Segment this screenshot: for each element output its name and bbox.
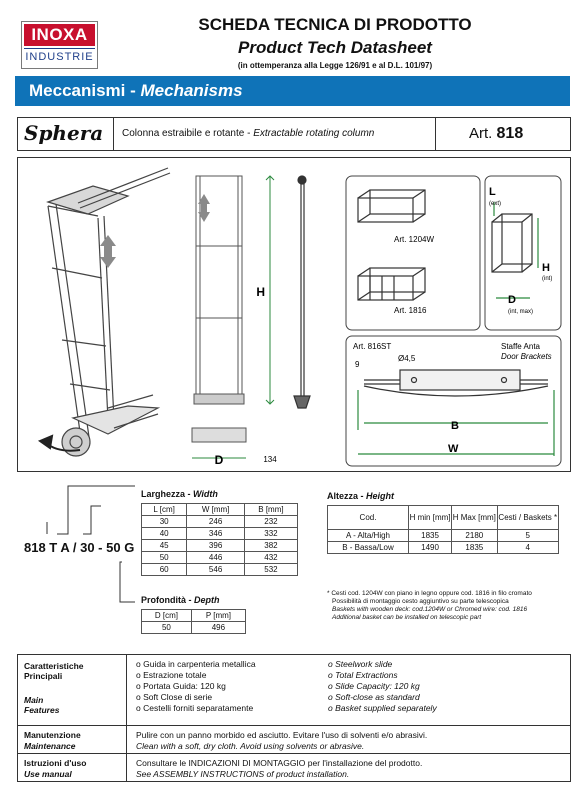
dim-134-label: 134 (263, 455, 277, 464)
width-header: B [mm] (244, 504, 297, 516)
order-code: 818 T A / 30 - 50 G (24, 540, 135, 555)
width-cell: 246 (187, 516, 245, 528)
maintenance-label (24, 730, 81, 752)
article-cell (437, 118, 569, 150)
use-manual-text-en: See ASSEMBLY INSTRUCTIONS of product installation. (136, 769, 350, 779)
dim-B-label: B (451, 420, 459, 432)
depth-cell: 50 (142, 622, 192, 634)
height-header: H Max [mm] (452, 506, 497, 530)
height-title-it: Altezza - (327, 491, 367, 501)
features-table (17, 654, 571, 782)
main-en-line-2: Features (24, 705, 60, 715)
footnote (327, 590, 567, 622)
cabinet-L-note: (ext) (489, 201, 501, 207)
maintenance-text-en: Clean with a soft, dry cloth. Avoid using solvents or abrasive. (136, 741, 365, 751)
depth-table-title (141, 595, 220, 605)
legal-note: (in ottemperanza alla Legge 126/91 e al D.L. 101/97) (237, 61, 433, 70)
width-cell: 332 (244, 528, 297, 540)
width-cell: 60 (142, 564, 187, 576)
section-label-en: Mechanisms (140, 81, 243, 100)
feature-item-en: o Soft-close as standard (328, 692, 420, 702)
depth-title-it: Profondità - (141, 595, 194, 605)
dim-9-label: 9 (355, 360, 360, 369)
cabinet-D-note: (int, max) (508, 309, 534, 315)
features-list-en (328, 659, 437, 714)
technical-drawing-frame (17, 157, 571, 472)
use-manual-text (136, 758, 422, 780)
width-table-title (141, 489, 218, 499)
section-bar (15, 76, 570, 106)
main-features-label-en (24, 695, 59, 715)
feature-item-en: o Total Extractions (328, 670, 398, 680)
width-cell: 232 (244, 516, 297, 528)
width-cell: 30 (142, 516, 187, 528)
width-cell: 432 (244, 552, 297, 564)
main-it-line-2: Principali (24, 671, 63, 681)
bracket-en-label: Door Brackets (501, 352, 552, 361)
feature-item-en: o Steelwork slide (328, 659, 393, 669)
feature-item-it: o Guida in carpenteria metallica (136, 659, 256, 669)
brand-cell (18, 118, 114, 150)
width-table (141, 503, 298, 576)
column-3d-view (48, 168, 170, 456)
width-cell: 446 (187, 552, 245, 564)
feature-item-en: o Basket supplied separately (328, 703, 437, 713)
features-divider (126, 655, 127, 781)
main-it-line-1: Caratteristiche (24, 661, 84, 671)
article-label: Art. (469, 125, 493, 142)
height-cell: 1835 (452, 542, 497, 554)
footnote-line-2: Possibilità di montaggio cesto aggiuntivo su parte telescopica (332, 598, 509, 605)
feature-item-it: o Cestelli forniti separatamente (136, 703, 254, 713)
cabinet-box (485, 176, 561, 330)
height-arrow-icon (100, 235, 116, 268)
footnote-line-4: Additional basket can be installed on telescopic part (332, 614, 482, 621)
dim-H-label: H (256, 285, 265, 299)
width-cell: 546 (187, 564, 245, 576)
depth-title-en: Depth (194, 595, 220, 605)
maintenance-row (18, 725, 570, 754)
article-number: 818 (496, 125, 524, 142)
width-cell: 40 (142, 528, 187, 540)
code-connector-lines (17, 476, 137, 646)
brand-logo: Sphera (24, 121, 104, 145)
width-title-it: Larghezza - (141, 489, 194, 499)
maintenance-label-it: Manutenzione (24, 730, 81, 740)
height-cell: 5 (497, 530, 558, 542)
technical-drawing (18, 158, 570, 471)
company-logo (21, 21, 98, 69)
depth-cell: 496 (191, 622, 245, 634)
footnote-line-3: Baskets with wooden deck: cod.1204W or Chromed wire: cod. 1816 (332, 606, 528, 613)
height-cell: 2180 (452, 530, 497, 542)
cabinet-L-label: L (489, 186, 496, 198)
height-cell: B - Bassa/Low (328, 542, 409, 554)
basket-1816-label: Art. 1816 (394, 306, 427, 315)
width-cell: 50 (142, 552, 187, 564)
feature-item-en: o Slide Capacity: 120 kg (328, 681, 420, 691)
depth-header: P [mm] (191, 610, 245, 622)
width-cell: 45 (142, 540, 187, 552)
description-it: Colonna estraibile e rotante - (122, 128, 254, 139)
footnote-line-1: * Cesti cod. 1204W con piano in legno oppure cod. 1816 in filo cromato (327, 590, 532, 597)
dim-D-label: D (214, 453, 224, 467)
depth-table (141, 609, 246, 634)
width-header: W [mm] (187, 504, 245, 516)
basket-1204w-label: Art. 1204W (394, 235, 435, 244)
width-title-en: Width (193, 489, 218, 499)
height-title-en: Height (366, 491, 395, 501)
cabinet-D-label: D (508, 294, 516, 306)
logo-top-text: INOXA (24, 24, 95, 46)
height-table-title (327, 491, 394, 501)
height-cell: 4 (497, 542, 558, 554)
width-cell: 382 (244, 540, 297, 552)
height-table (327, 505, 559, 554)
product-row (17, 117, 571, 151)
dim-hole-label: Ø4,5 (398, 354, 416, 363)
features-list-it (136, 659, 256, 714)
height-cell: 1835 (409, 530, 452, 542)
logo-bottom-text: INDUSTRIE (24, 48, 95, 65)
dim-W-label: W (448, 443, 459, 455)
width-cell: 396 (187, 540, 245, 552)
use-manual-label (24, 758, 86, 780)
use-manual-label-en: Use manual (24, 769, 72, 779)
width-header: L [cm] (142, 504, 187, 516)
feature-item-it: o Portata Guida: 120 kg (136, 681, 226, 691)
height-header: Cod. (328, 506, 409, 530)
width-cell: 346 (187, 528, 245, 540)
maintenance-label-en: Maintenance (24, 741, 76, 751)
use-manual-text-it: Consultare le INDICAZIONI DI MONTAGGIO per l'installazione del prodotto. (136, 758, 423, 768)
feature-item-it: o Soft Close di serie (136, 692, 213, 702)
width-cell: 532 (244, 564, 297, 576)
description-cell (114, 118, 436, 150)
section-label-it: Meccanismi - (29, 81, 141, 100)
bracket-it-label: Staffe Anta (501, 342, 540, 351)
description-en: Extractable rotating column (253, 128, 375, 139)
main-features-row (18, 655, 570, 726)
height-cell: A - Alta/High (328, 530, 409, 542)
depth-header: D [cm] (142, 610, 192, 622)
main-en-line-1: Main (24, 695, 44, 705)
height-cell: 1490 (409, 542, 452, 554)
cabinet-H-note: (int) (542, 276, 553, 282)
cabinet-H-label: H (542, 262, 550, 274)
feature-item-it: o Estrazione totale (136, 670, 207, 680)
document-title: SCHEDA TECNICA DI PRODOTTO (198, 15, 472, 34)
maintenance-text-it: Pulire con un panno morbido ed asciutto. Evitare l'uso di solventi e/o abrasivi. (136, 730, 428, 740)
use-manual-label-it: Istruzioni d'uso (24, 758, 87, 768)
height-header: Cesti / Baskets * (497, 506, 558, 530)
bracket-art-label: Art. 816ST (353, 342, 392, 351)
document-subtitle: Product Tech Datasheet (238, 38, 432, 57)
height-header: H min [mm] (409, 506, 452, 530)
main-features-label-it (24, 661, 84, 681)
side-pole-view (294, 176, 310, 408)
use-manual-row (18, 753, 570, 781)
maintenance-text (136, 730, 427, 752)
